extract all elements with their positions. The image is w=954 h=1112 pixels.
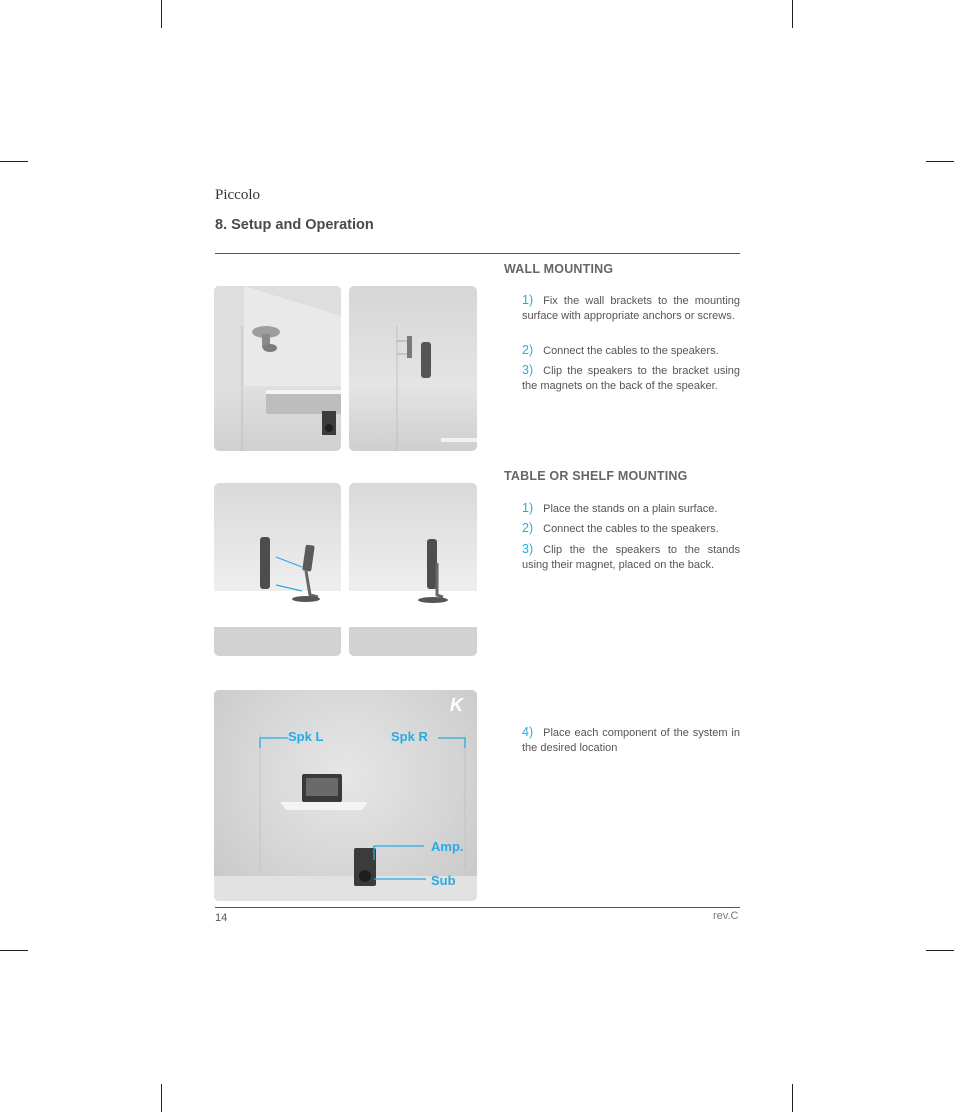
step-number: 1) bbox=[522, 501, 534, 515]
table-mount-photo-assembled bbox=[349, 483, 477, 656]
label-spk-r: Spk R bbox=[391, 729, 428, 744]
label-sub: Sub bbox=[431, 873, 456, 888]
placement-step-4 bbox=[522, 725, 740, 756]
wall-step-1 bbox=[522, 293, 740, 324]
wall-mount-photo-angle bbox=[214, 286, 341, 451]
step-text: Connect the cables to the speakers. bbox=[543, 345, 719, 357]
table-step-3 bbox=[522, 542, 740, 573]
crop-mark bbox=[161, 1084, 162, 1112]
step-text: Clip the speakers to the bracket using the magnets on the back of the speaker. bbox=[522, 365, 740, 392]
wall-step-3 bbox=[522, 363, 740, 394]
label-amp: Amp. bbox=[431, 839, 464, 854]
step-number: 3) bbox=[522, 542, 534, 556]
crop-mark bbox=[0, 950, 28, 951]
revision-label: rev.C bbox=[713, 910, 739, 922]
step-number: 3) bbox=[522, 363, 534, 377]
brand-name: Piccolo bbox=[215, 187, 260, 203]
step-text: Clip the the speakers to the stands using their magnet, placed on the back. bbox=[522, 544, 740, 571]
table-step-1 bbox=[522, 501, 740, 517]
crop-mark bbox=[161, 0, 162, 28]
callout-lines bbox=[214, 690, 477, 901]
section-title: 8. Setup and Operation bbox=[215, 217, 374, 233]
step-text: Connect the cables to the speakers. bbox=[543, 523, 719, 535]
wall-mount-photo-side bbox=[349, 286, 477, 451]
table-step-2 bbox=[522, 521, 740, 537]
header-divider bbox=[215, 253, 740, 254]
step-number: 2) bbox=[522, 343, 534, 357]
label-spk-l: Spk L bbox=[288, 729, 324, 744]
wall-step-2 bbox=[522, 343, 740, 359]
footer-divider bbox=[215, 907, 740, 908]
page-number: 14 bbox=[215, 912, 228, 924]
step-number: 4) bbox=[522, 725, 534, 739]
step-number: 2) bbox=[522, 521, 534, 535]
brand-logo: K bbox=[450, 695, 463, 715]
table-mounting-heading: TABLE OR SHELF MOUNTING bbox=[504, 469, 688, 483]
step-number: 1) bbox=[522, 293, 534, 307]
crop-mark bbox=[792, 0, 793, 28]
crop-mark bbox=[0, 161, 28, 162]
crop-mark bbox=[926, 950, 954, 951]
wall-mounting-heading: WALL MOUNTING bbox=[504, 262, 614, 276]
table-mount-photo-exploded bbox=[214, 483, 341, 656]
crop-mark bbox=[926, 161, 954, 162]
step-text: Fix the wall brackets to the mounting surface with appropriate anchors or screws. bbox=[522, 295, 740, 322]
step-text: Place each component of the system in the desired location bbox=[522, 727, 740, 754]
step-text: Place the stands on a plain surface. bbox=[543, 503, 718, 515]
crop-mark bbox=[792, 1084, 793, 1112]
